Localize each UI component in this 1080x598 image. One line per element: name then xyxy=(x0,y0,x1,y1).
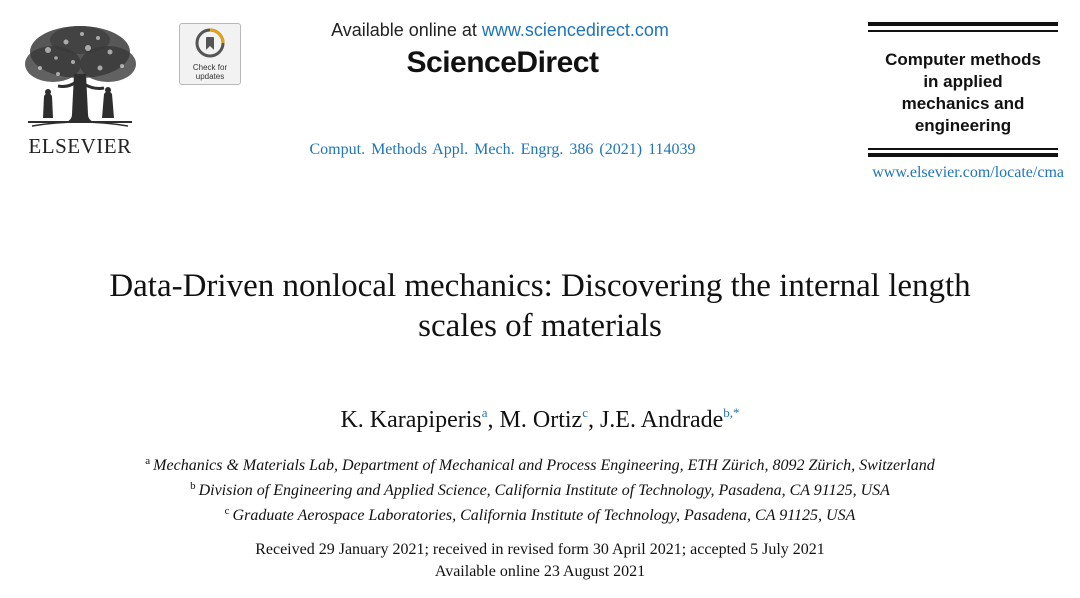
elsevier-tree-icon xyxy=(18,22,142,132)
journal-url-link[interactable]: www.elsevier.com/locate/cma xyxy=(872,164,1064,181)
available-online-line xyxy=(300,20,700,41)
affiliation-mark: a xyxy=(145,455,151,467)
journal-masthead xyxy=(868,22,1058,158)
affiliation-text: Mechanics & Materials Lab, Department of Mechanical and Process Engineering, ETH Zürich, 8092 Zürich, Switzerland xyxy=(153,457,935,474)
available-online-date: Available online 23 August 2021 xyxy=(434,563,646,580)
top-rule-thick xyxy=(868,22,1058,26)
check-updates-line1: Check for xyxy=(192,63,228,72)
check-for-updates-icon xyxy=(195,28,225,58)
author-affiliation-mark[interactable]: c xyxy=(582,405,588,420)
top-rule-thin xyxy=(868,30,1058,32)
journal-title-line: in applied xyxy=(923,72,1003,91)
affiliation-mark: c xyxy=(224,505,230,517)
article-dates xyxy=(40,539,1040,583)
publisher-name: ELSEVIER xyxy=(28,134,132,158)
paper-title-line1: Data-Driven nonlocal mechanics: Discovering the internal length xyxy=(109,268,971,304)
journal-title-line: Computer methods xyxy=(885,50,1041,69)
author-name: J.E. Andrade xyxy=(599,407,724,433)
journal-title xyxy=(868,49,1058,137)
affiliation-b xyxy=(40,480,1040,500)
check-for-updates-badge[interactable] xyxy=(179,23,241,85)
author-separator: , xyxy=(487,407,500,433)
affiliation-text: Division of Engineering and Applied Science, California Institute of Technology, Pasadena, CA 91125, USA xyxy=(198,482,890,499)
author-name: M. Ortiz xyxy=(499,407,583,433)
sciencedirect-link[interactable]: www.sciencedirect.com xyxy=(481,20,669,40)
bottom-rule-thick xyxy=(868,153,1058,157)
author-separator: , xyxy=(587,407,600,433)
journal-citation: Comput. Methods Appl. Mech. Engrg. 386 (2021) 114039 xyxy=(309,141,696,158)
author-affiliation-mark[interactable]: b,* xyxy=(723,405,740,420)
available-prefix: Available online at xyxy=(331,20,477,40)
bottom-rule-thin xyxy=(868,148,1058,150)
affiliation-a xyxy=(40,455,1040,475)
author-list xyxy=(40,405,1040,434)
paper-title-line2: scales of materials xyxy=(418,308,662,344)
author-affiliation-mark[interactable]: a xyxy=(481,405,488,420)
received-dates: Received 29 January 2021; received in revised form 30 April 2021; accepted 5 July 2021 xyxy=(255,541,825,558)
check-updates-line2: updates xyxy=(195,72,225,81)
journal-title-line: mechanics and xyxy=(901,94,1025,113)
elsevier-logo[interactable] xyxy=(18,22,142,160)
sciencedirect-brand: ScienceDirect xyxy=(406,46,599,79)
affiliation-mark: b xyxy=(190,480,196,492)
paper-title xyxy=(40,266,1040,346)
journal-title-line: engineering xyxy=(914,116,1012,135)
affiliation-c xyxy=(40,505,1040,525)
affiliation-text: Graduate Aerospace Laboratories, California Institute of Technology, Pasadena, CA 91125, USA xyxy=(232,507,856,524)
author-name: K. Karapiperis xyxy=(340,407,482,433)
